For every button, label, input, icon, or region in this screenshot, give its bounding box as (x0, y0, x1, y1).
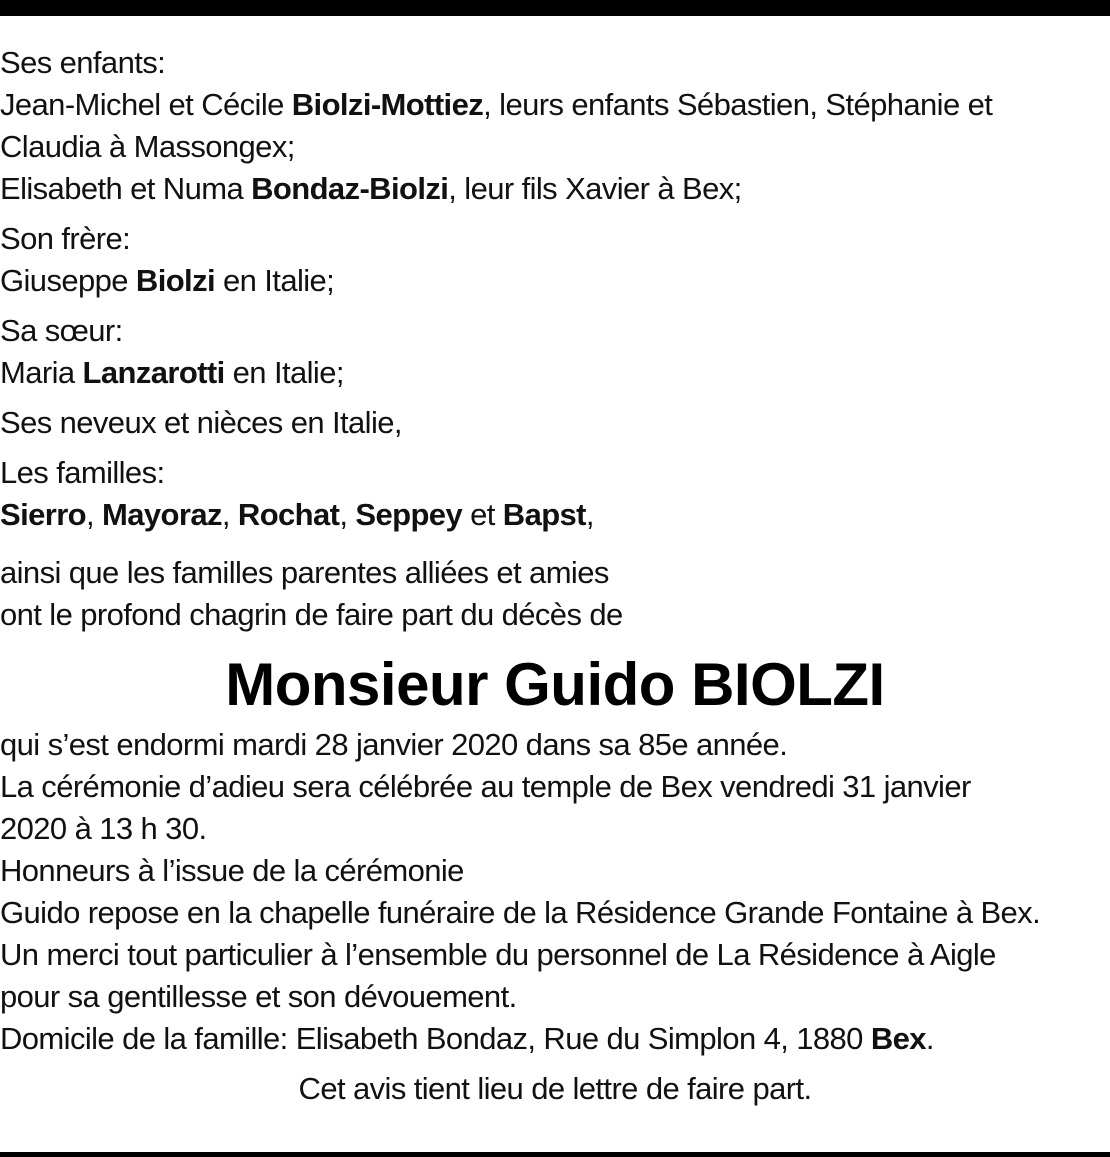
details-section (0, 724, 1110, 1060)
family-name: Sierro (0, 497, 86, 532)
brother-heading: Son frère: (0, 221, 131, 256)
text: , leurs enfants Sébastien, Stéphanie et (483, 87, 993, 122)
details-line-1: qui s’est endormi mardi 28 janvier 2020 dans sa 85e année. (0, 727, 788, 762)
intro-section (0, 552, 1110, 636)
family-name: Rochat (237, 497, 340, 532)
family-name: Bondaz-Biolzi (251, 171, 449, 206)
brother-name-line (0, 260, 1110, 302)
obituary-notice (0, 42, 1110, 1141)
brother-section (0, 218, 1110, 302)
text: Jean-Michel et Cécile (0, 87, 292, 122)
details-line-3: 2020 à 13 h 30. (0, 811, 207, 846)
deceased-name: Monsieur Guido BIOLZI (225, 651, 885, 718)
text: Domicile de la famille: Elisabeth Bondaz, Rue du Simplon 4, 1880 (0, 1021, 871, 1056)
family-name: Seppey (355, 497, 463, 532)
separator: et (462, 497, 503, 532)
sister-heading: Sa sœur: (0, 313, 123, 348)
text: en Italie; (214, 263, 335, 298)
separator: , (86, 497, 103, 532)
intro-line-2: ont le profond chagrin de faire part du décès de (0, 597, 623, 632)
intro-line-1: ainsi que les familles parentes alliées et amies (0, 555, 609, 590)
family-name: Biolzi-Mottiez (291, 87, 484, 122)
details-line-6: Un merci tout particulier à l’ensemble du personnel de La Résidence à Aigle (0, 937, 996, 972)
family-name: Bapst (502, 497, 586, 532)
sister-name-line (0, 352, 1110, 394)
text: Maria (0, 355, 83, 390)
families-heading: Les familles: (0, 455, 165, 490)
text: en Italie; (224, 355, 344, 390)
children-heading: Ses enfants: (0, 45, 166, 80)
family-name: Biolzi (135, 263, 215, 298)
text: . (925, 1021, 934, 1056)
details-line-5: Guido repose en la chapelle funéraire de la Résidence Grande Fontaine à Bex. (0, 895, 1041, 930)
children-line-3 (0, 168, 1110, 210)
details-line-2: La cérémonie d’adieu sera célébrée au temple de Bex vendredi 31 janvier (0, 769, 971, 804)
bottom-rule (0, 1152, 1110, 1157)
text: , leur fils Xavier à Bex; (448, 171, 742, 206)
separator: , (339, 497, 356, 532)
family-name: Mayoraz (102, 497, 222, 532)
nephews-line: Ses neveux et nièces en Italie, (0, 405, 402, 440)
details-line-7: pour sa gentillesse et son dévouement. (0, 979, 517, 1014)
children-line-2: Claudia à Massongex; (0, 129, 295, 164)
family-name: Lanzarotti (82, 355, 225, 390)
text: Giuseppe (0, 263, 136, 298)
separator: , (221, 497, 238, 532)
sister-section (0, 310, 1110, 394)
text: Elisabeth et Numa (0, 171, 252, 206)
families-names-line (0, 494, 1110, 536)
top-rule (0, 0, 1110, 16)
place-name: Bex (870, 1021, 926, 1056)
closing-note: Cet avis tient lieu de lettre de faire part. (298, 1071, 812, 1106)
details-line-4: Honneurs à l’issue de la cérémonie (0, 853, 464, 888)
details-line-8 (0, 1018, 1110, 1060)
families-section (0, 452, 1110, 536)
separator: , (585, 497, 594, 532)
children-section (0, 42, 1110, 210)
children-line-1 (0, 84, 1110, 126)
nephews-section (0, 402, 1110, 444)
